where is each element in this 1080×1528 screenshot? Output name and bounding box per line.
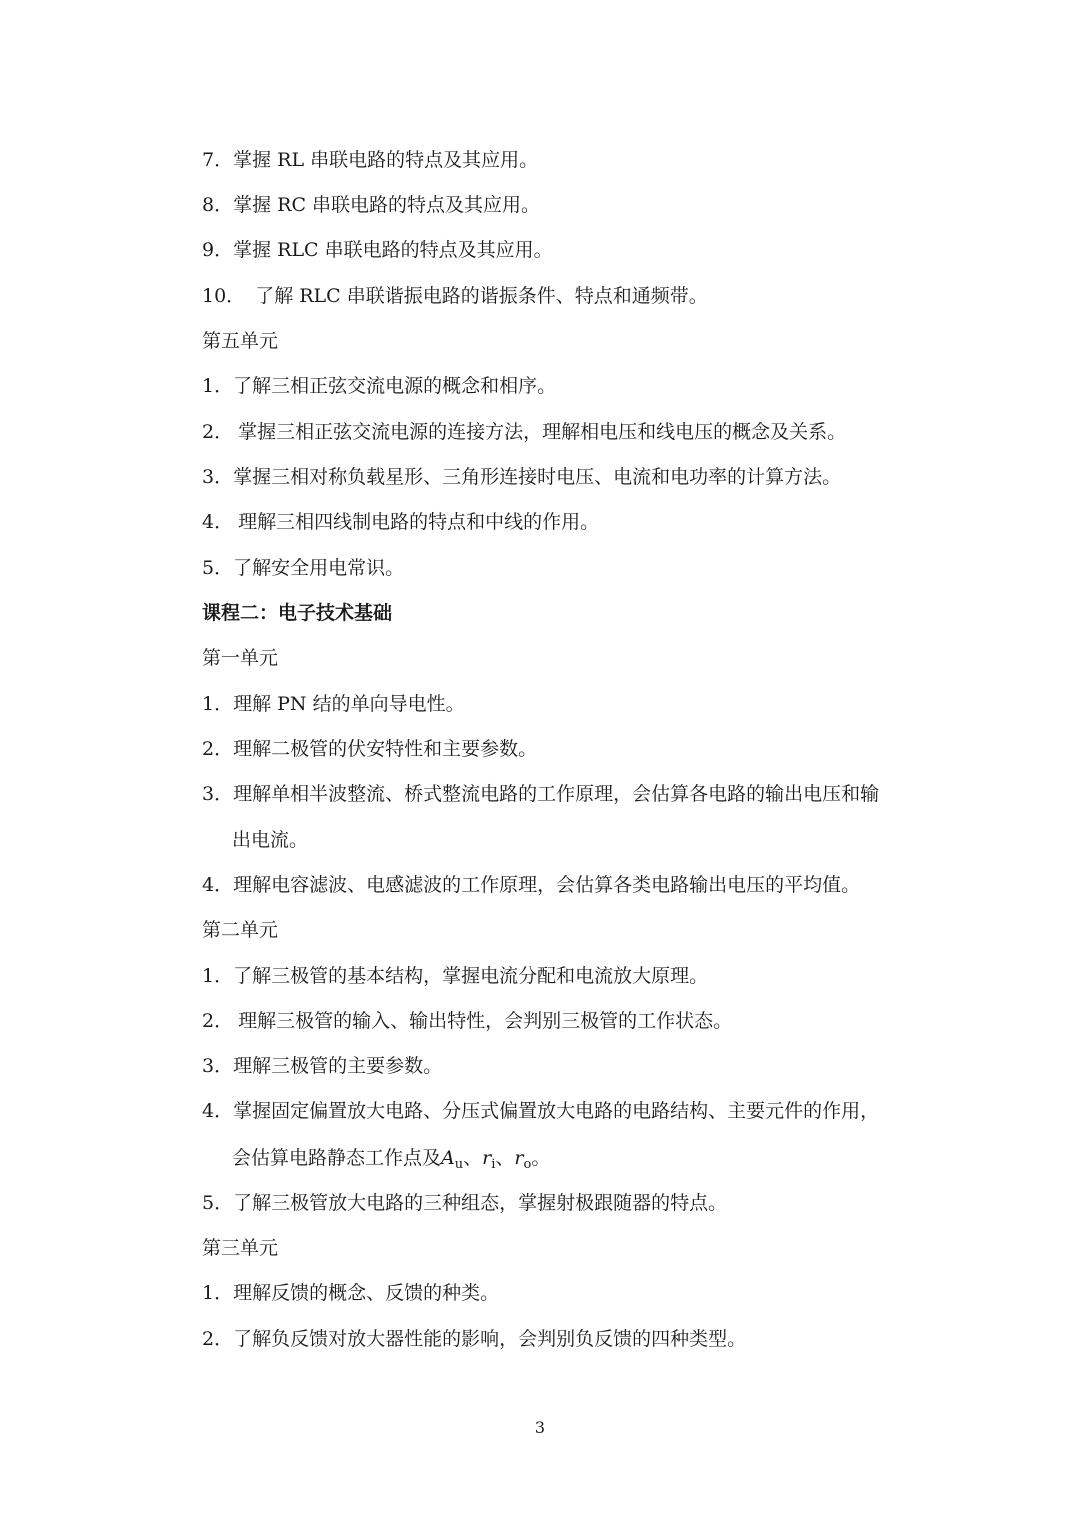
list-item bbox=[202, 193, 540, 217]
formula-symbol: r bbox=[482, 1147, 492, 1169]
list-item bbox=[202, 782, 879, 806]
item-text: 了解安全用电常识。 bbox=[233, 557, 405, 579]
list-item-continuation bbox=[232, 828, 308, 852]
list-item bbox=[202, 465, 841, 489]
item-number: 8． bbox=[202, 194, 234, 216]
formula-symbol: A bbox=[441, 1147, 455, 1169]
item-number: 3． bbox=[202, 783, 234, 805]
section-heading bbox=[202, 329, 278, 353]
formula-symbol: r bbox=[514, 1147, 524, 1169]
item-text: 掌握三相对称负载星形、三角形连接时电压、电流和电功率的计算方法。 bbox=[233, 466, 842, 488]
page-number: 3 bbox=[534, 1418, 546, 1437]
section-heading-text: 第三单元 bbox=[202, 1237, 279, 1259]
item-number: 5． bbox=[202, 557, 234, 579]
item-text: 理解单相半波整流、桥式整流电路的工作原理，会估算各电路的输出电压和输 bbox=[233, 783, 880, 805]
item-number: 4． bbox=[202, 874, 234, 896]
list-item bbox=[202, 873, 860, 897]
section-heading bbox=[202, 1236, 278, 1260]
formula-subscript: u bbox=[454, 1157, 464, 1172]
list-item bbox=[202, 284, 708, 308]
section-heading-text: 第一单元 bbox=[202, 647, 279, 669]
item-number: 10． bbox=[202, 285, 246, 307]
item-number: 4． bbox=[202, 1100, 234, 1122]
list-item bbox=[202, 1009, 732, 1033]
list-item bbox=[202, 556, 404, 580]
list-item bbox=[202, 1054, 442, 1078]
list-item bbox=[202, 148, 538, 172]
item-text: 理解三相四线制电路的特点和中线的作用。 bbox=[238, 511, 600, 533]
item-number: 2． bbox=[202, 421, 234, 443]
list-item bbox=[202, 1099, 879, 1123]
item-number: 1． bbox=[202, 375, 234, 397]
list-item bbox=[202, 737, 537, 761]
section-heading bbox=[202, 918, 278, 942]
item-text: 掌握三相正弦交流电源的连接方法，理解相电压和线电压的概念及关系。 bbox=[238, 421, 847, 443]
item-text: 掌握 RC 串联电路的特点及其应用。 bbox=[233, 194, 541, 216]
item-text: 了解三极管放大电路的三种组态，掌握射极跟随器的特点。 bbox=[233, 1192, 728, 1214]
item-text: 出电流。 bbox=[232, 829, 309, 851]
item-number: 7． bbox=[202, 149, 234, 171]
item-text: 掌握 RL 串联电路的特点及其应用。 bbox=[233, 149, 539, 171]
item-number: 1． bbox=[202, 1282, 234, 1304]
list-item bbox=[202, 1281, 499, 1305]
item-text: 了解三相正弦交流电源的概念和相序。 bbox=[233, 375, 557, 397]
item-number: 2． bbox=[202, 1010, 234, 1032]
item-number: 2． bbox=[202, 1328, 234, 1350]
list-item bbox=[202, 1191, 727, 1215]
list-item bbox=[202, 238, 553, 262]
item-text: 理解三极管的输入、输出特性，会判别三极管的工作状态。 bbox=[238, 1010, 733, 1032]
list-item bbox=[202, 374, 556, 398]
section-heading-text: 第二单元 bbox=[202, 919, 279, 941]
item-number: 1． bbox=[202, 965, 234, 987]
item-number: 5． bbox=[202, 1192, 234, 1214]
formula-separator: 、 bbox=[495, 1147, 515, 1169]
item-text: 会估算电路静态工作点及 bbox=[232, 1147, 442, 1169]
item-text: 理解 PN 结的单向导电性。 bbox=[233, 693, 465, 715]
item-number: 1． bbox=[202, 693, 234, 715]
formula bbox=[441, 1147, 551, 1172]
item-number: 3． bbox=[202, 1055, 234, 1077]
item-number: 3． bbox=[202, 466, 234, 488]
list-item-continuation bbox=[232, 1146, 550, 1177]
section-heading-text: 第五单元 bbox=[202, 330, 279, 352]
list-item bbox=[202, 1327, 746, 1351]
item-text: 了解负反馈对放大器性能的影响，会判别负反馈的四种类型。 bbox=[233, 1328, 747, 1350]
item-text: 理解二极管的伏安特性和主要参数。 bbox=[233, 738, 538, 760]
item-text: 理解电容滤波、电感滤波的工作原理，会估算各类电路输出电压的平均值。 bbox=[233, 874, 861, 896]
item-number: 9． bbox=[202, 239, 234, 261]
item-text: 了解 RLC 串联谐振电路的谐振条件、特点和通频带。 bbox=[255, 285, 708, 307]
course-title bbox=[202, 601, 392, 625]
formula-subscript: o bbox=[523, 1157, 532, 1172]
formula-end: 。 bbox=[531, 1147, 551, 1169]
item-text: 掌握固定偏置放大电路、分压式偏置放大电路的电路结构、主要元件的作用， bbox=[233, 1100, 880, 1122]
list-item bbox=[202, 964, 708, 988]
item-number: 4． bbox=[202, 511, 234, 533]
list-item bbox=[202, 692, 465, 716]
list-item bbox=[202, 420, 846, 444]
item-text: 理解反馈的概念、反馈的种类。 bbox=[233, 1282, 500, 1304]
item-text: 理解三极管的主要参数。 bbox=[233, 1055, 443, 1077]
item-number: 2． bbox=[202, 738, 234, 760]
course-title-text: 课程二：电子技术基础 bbox=[202, 602, 393, 624]
formula-subscript: i bbox=[491, 1157, 496, 1172]
section-heading bbox=[202, 646, 278, 670]
formula-separator: 、 bbox=[463, 1147, 483, 1169]
item-text: 了解三极管的基本结构，掌握电流分配和电流放大原理。 bbox=[233, 965, 709, 987]
list-item bbox=[202, 510, 599, 534]
item-text: 掌握 RLC 串联电路的特点及其应用。 bbox=[233, 239, 553, 261]
